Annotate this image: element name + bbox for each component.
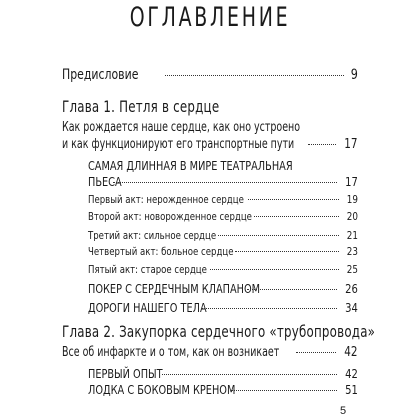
toc-entry-label: Пятый акт: старое сердце: [88, 263, 207, 276]
toc-entry-page: 17: [345, 174, 358, 189]
toc-entry-page: 51: [345, 382, 358, 397]
toc-entry-page: 42: [344, 345, 358, 360]
page-number: 5: [340, 405, 347, 417]
toc-entry-label: Предисловие: [62, 67, 139, 83]
toc-section[interactable]: [88, 174, 358, 189]
toc-entry-page: 42: [345, 366, 358, 381]
toc-section[interactable]: [88, 281, 358, 296]
chapter-description-1: Как рождается наше сердце, как оно устроено: [62, 120, 301, 135]
toc-subsection[interactable]: [88, 245, 358, 258]
toc-entry-page: 26: [345, 281, 358, 296]
toc-entry-preface[interactable]: [62, 66, 358, 83]
toc-entry-label: ПОКЕР С СЕРДЕЧНЫМ КЛАПАНОМ: [88, 281, 261, 296]
leader-dots: [308, 144, 336, 145]
toc-entry-label: Первый акт: нерожденное сердце: [88, 193, 244, 206]
toc-entry-page: 34: [345, 300, 358, 315]
toc-entry-page: 25: [346, 263, 358, 276]
toc-entry-page: 21: [346, 229, 358, 242]
toc-entry-page: 9: [350, 67, 358, 83]
toc-entry-label: Третий акт: сильное сердце: [88, 229, 217, 242]
leader-dots: [202, 308, 337, 309]
toc-entry-page: 20: [346, 210, 358, 223]
page-title: ОГЛАВЛЕНИЕ: [129, 2, 291, 33]
leader-dots: [218, 235, 339, 236]
chapter-heading-1[interactable]: Глава 1. Петля в сердце: [62, 97, 220, 116]
toc-subsection[interactable]: [88, 263, 358, 276]
toc-entry-page: 19: [346, 193, 358, 206]
leader-dots: [113, 182, 337, 183]
toc-entry-label: САМАЯ ДЛИННАЯ В МИРЕ ТЕАТРАЛЬНАЯ: [88, 158, 293, 173]
toc-section[interactable]: [88, 300, 358, 315]
toc-entry-page: 23: [346, 245, 358, 258]
toc-section[interactable]: [88, 382, 358, 397]
leader-dots: [210, 269, 339, 270]
toc-entry-label: ПЬЕСА: [88, 174, 122, 189]
toc-section[interactable]: [88, 158, 358, 173]
toc-entry-chapter1-desc[interactable]: [62, 136, 358, 152]
leader-dots: [247, 289, 337, 290]
toc-entry-label: ДОРОГИ НАШЕГО ТЕЛА: [88, 300, 207, 315]
leader-dots: [254, 216, 339, 217]
toc-entry-label: Второй акт: новорожденное сердце: [88, 210, 252, 223]
chapter-description-line: Все об инфаркте и о том, как он возникает: [62, 345, 280, 360]
toc-entry-label: ПЕРВЫЙ ОПЫТ: [88, 366, 163, 381]
leader-dots: [235, 251, 339, 252]
toc-subsection[interactable]: [88, 229, 358, 242]
leader-dots: [296, 352, 337, 353]
chapter-heading-2[interactable]: Глава 2. Закупорка сердечного «трубопровода»: [62, 322, 376, 341]
toc-entry-chapter2-desc[interactable]: [62, 344, 358, 360]
leader-dots: [231, 390, 337, 391]
toc-subsection[interactable]: [88, 210, 358, 223]
leader-dots: [165, 75, 344, 76]
toc-subsection[interactable]: [88, 193, 358, 206]
leader-dots: [248, 199, 339, 200]
toc-entry-label: Четвертый акт: больное сердце: [88, 245, 234, 258]
chapter-description-line: и как функционируют его транспортные пути: [62, 137, 295, 152]
toc-section[interactable]: [88, 366, 358, 381]
toc-entry-label: ЛОДКА С БОКОВЫМ КРЕНОМ: [88, 382, 236, 397]
toc-entry-page: 17: [344, 137, 358, 152]
leader-dots: [162, 374, 337, 375]
